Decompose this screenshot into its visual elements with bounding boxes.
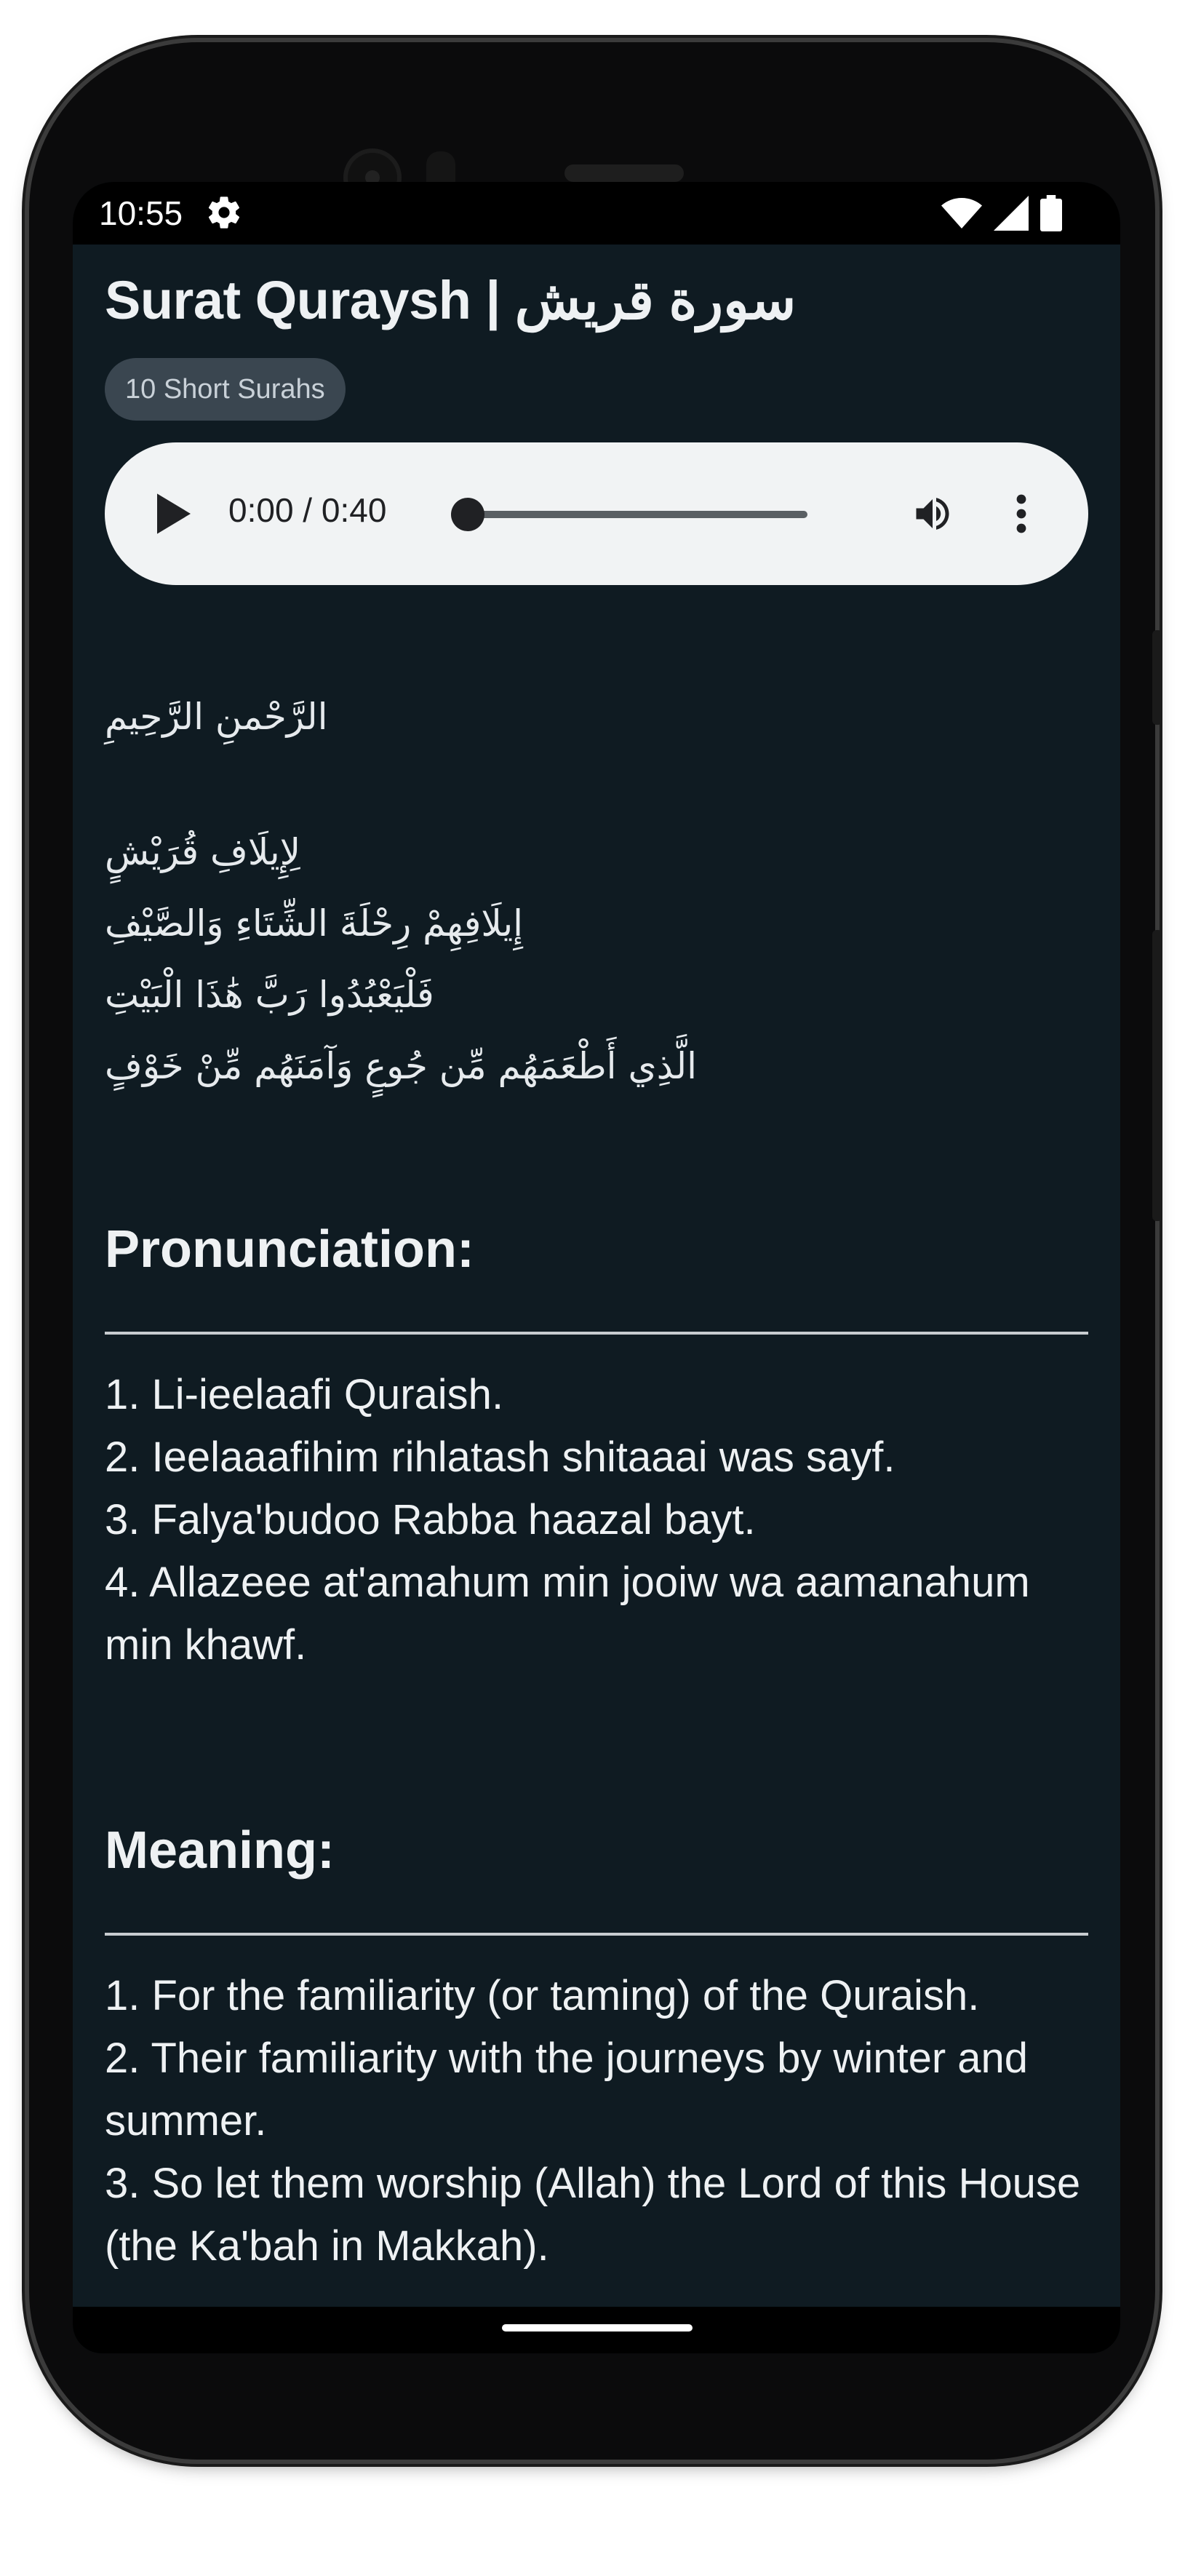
- main-content: [105, 245, 1088, 2353]
- audio-time: 0:00 / 0:40: [228, 491, 387, 529]
- more-vertical-icon[interactable]: [1016, 493, 1027, 537]
- wifi-icon: [941, 196, 982, 234]
- arabic-verse-4: الَّذِي أَطْعَمَهُم مِّن جُوعٍ وَآمَنَهُم مِّنْ خَوْفٍ: [105, 1045, 697, 1087]
- arabic-verse-1: لِإِيلَافِ قُرَيْشٍ: [105, 831, 301, 873]
- pronunciation-line-2: 2. Ieelaaafihim rihlatash shitaaai was sayf.: [105, 1434, 895, 1481]
- arabic-bismillah: الرَّحْمنِ الرَّحِيمِ: [105, 696, 328, 738]
- battery-icon: [1040, 195, 1062, 234]
- meaning-line-3: 3. So let them worship (Allah) the Lord of this House (the Ka'bah in Makkah).: [105, 2160, 1081, 2270]
- meaning-text: [105, 1965, 1088, 2278]
- pronunciation-line-1: 1. Li-ieelaafi Quraish.: [105, 1371, 504, 1418]
- earpiece-speaker: [564, 164, 684, 182]
- side-button-upper: [1152, 630, 1162, 725]
- audio-progress-thumb[interactable]: [451, 498, 484, 531]
- screen: [73, 182, 1120, 2353]
- side-button-lower: [1152, 930, 1162, 1221]
- meaning-heading: Meaning:: [105, 1821, 335, 1880]
- meaning-divider: [105, 1933, 1088, 1936]
- audio-progress-track[interactable]: [468, 511, 807, 518]
- pronunciation-text: [105, 1364, 1088, 1677]
- status-time: 10:55: [99, 194, 183, 232]
- cellular-signal-icon: [994, 196, 1029, 234]
- status-icons: [941, 195, 1062, 234]
- home-gesture-handle[interactable]: [502, 2324, 693, 2331]
- play-icon[interactable]: [157, 493, 191, 537]
- status-bar: [73, 182, 1120, 245]
- category-chip[interactable]: 10 Short Surahs: [105, 358, 346, 421]
- pronunciation-divider: [105, 1332, 1088, 1335]
- meaning-line-2: 2. Their familiarity with the journeys by winter and summer.: [105, 2035, 1029, 2144]
- navigation-bar: [73, 2307, 1120, 2353]
- pronunciation-line-3: 3. Falya'budoo Rabba haazal bayt.: [105, 1496, 756, 1543]
- pronunciation-heading: Pronunciation:: [105, 1220, 474, 1279]
- meaning-line-1: 1. For the familiarity (or taming) of the Quraish.: [105, 1972, 980, 2019]
- pronunciation-line-4: 4. Allazeee at'amahum min jooiw wa aamanahum min khawf.: [105, 1559, 1030, 1669]
- volume-icon[interactable]: [911, 492, 954, 538]
- page-title: Surat Quraysh | سورة قريش: [105, 270, 797, 330]
- arabic-verse-2: إِيلَافِهِمْ رِحْلَةَ الشِّتَاءِ وَالصَّيْفِ: [105, 902, 523, 945]
- settings-gear-icon: [205, 194, 243, 234]
- arabic-verse-3: فَلْيَعْبُدُوا رَبَّ هَٰذَا الْبَيْتِ: [105, 974, 434, 1016]
- audio-player: [105, 442, 1088, 585]
